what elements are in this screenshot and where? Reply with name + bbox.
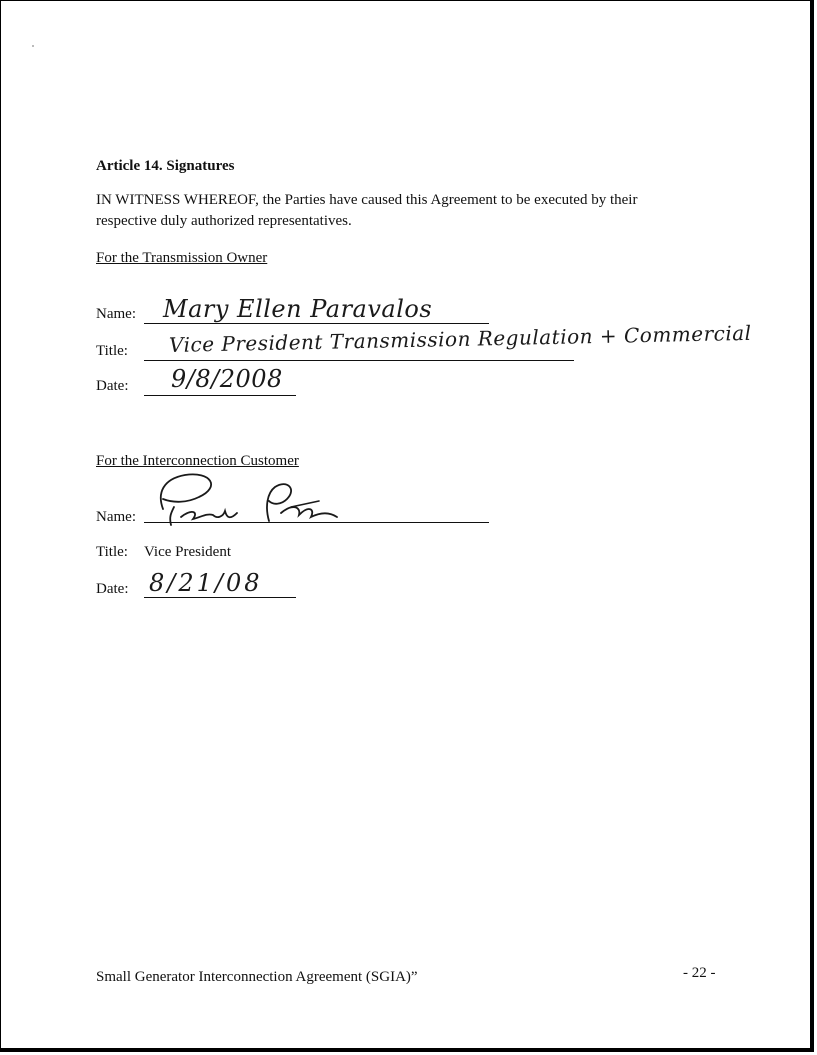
footer-page-number: - 22 -: [683, 965, 716, 981]
witness-text-line-2: respective duly authorized representatives.: [96, 213, 352, 229]
owner-title-handwritten: Vice President Transmission Regulation + Commercial: [168, 320, 752, 357]
article-heading: Article 14. Signatures: [96, 158, 235, 174]
customer-date-label: Date:: [96, 581, 129, 597]
customer-signature: [141, 467, 351, 529]
owner-date-line: [144, 395, 296, 396]
customer-title-value: Vice President: [144, 544, 231, 560]
owner-date-handwritten: 9/8/2008: [171, 365, 283, 393]
owner-date-label: Date:: [96, 378, 129, 394]
owner-title-label: Title:: [96, 343, 128, 359]
scan-speck: [32, 45, 34, 47]
transmission-owner-heading: For the Transmission Owner: [96, 250, 268, 266]
footer-document-title: Small Generator Interconnection Agreement (SGIA)”: [96, 969, 418, 985]
owner-name-label: Name:: [96, 306, 136, 322]
interconnection-customer-heading: For the Interconnection Customer: [96, 453, 299, 469]
witness-text-line-1: IN WITNESS WHEREOF, the Parties have caused this Agreement to be executed by their: [96, 192, 638, 208]
owner-title-line: [144, 360, 574, 361]
customer-date-handwritten: 8/21/08: [149, 569, 263, 597]
customer-name-label: Name:: [96, 509, 136, 525]
customer-title-label: Title:: [96, 544, 128, 560]
owner-name-handwritten: Mary Ellen Paravalos: [163, 295, 433, 323]
customer-date-line: [144, 597, 296, 598]
owner-name-line: [144, 323, 489, 324]
